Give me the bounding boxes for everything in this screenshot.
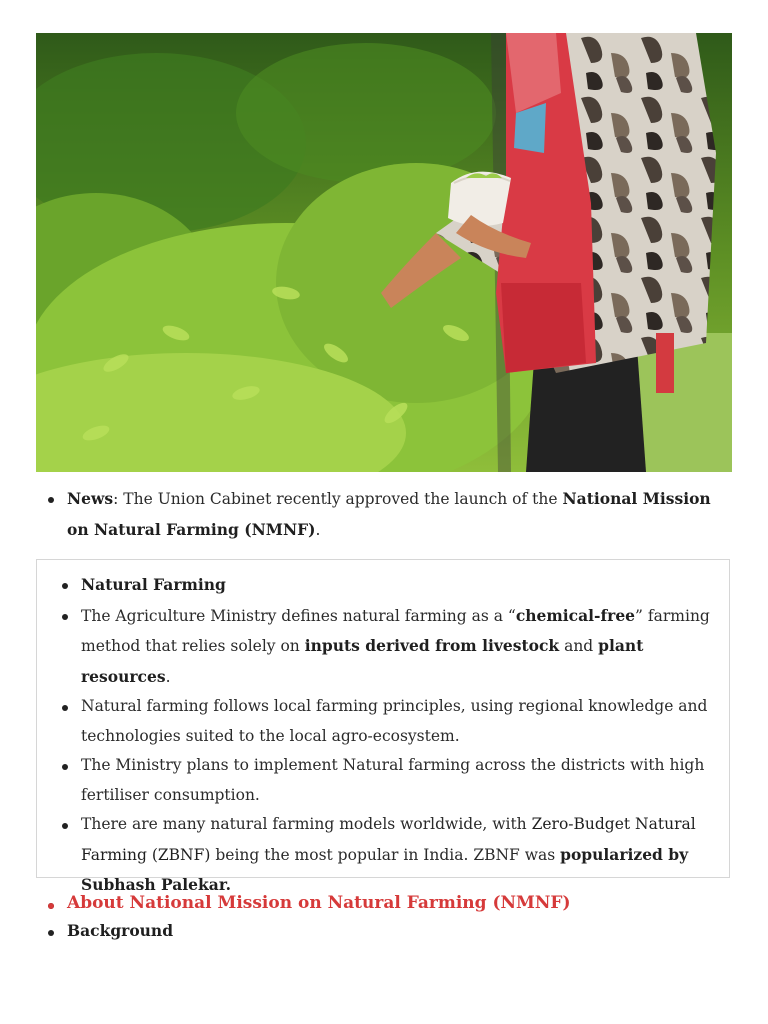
box-item-principles: Natural farming follows local farming principles, using regional knowledge and technologies suited to the local agro-ecosystem. <box>50 692 713 751</box>
news-label: News <box>67 489 114 508</box>
box-item-definition <box>50 601 713 693</box>
item4-text-1: There are many natural farming models worldwide, with <box>81 815 532 833</box>
natural-farming-box <box>36 559 730 894</box>
box-item-models <box>50 810 713 901</box>
box-heading <box>50 570 713 601</box>
news-sep: : <box>113 490 119 508</box>
item1-bold-livestock: inputs derived from livestock <box>304 636 560 655</box>
news-text: The Union Cabinet recently approved the launch of the <box>118 490 563 508</box>
about-nmnf-text[interactable]: About National Mission on Natural Farming (NMNF) <box>67 893 571 913</box>
about-nmnf-link[interactable] <box>36 890 726 917</box>
item1-bold-plant: plant resources <box>81 636 644 686</box>
item1-bold-chemical-free: chemical-free <box>515 605 636 625</box>
item1-text-2: ” farming method that relies solely on <box>81 606 710 655</box>
item1-text-3: and <box>559 637 599 655</box>
news-end: . <box>315 520 321 539</box>
news-item <box>36 484 726 545</box>
background-item <box>36 917 726 945</box>
item4-zbnf: Zero-Budget Natural Farming (ZBNF) <box>81 815 696 864</box>
item1-text-4: . <box>165 667 171 686</box>
item4-text-2: being the most popular in India. ZBNF was <box>210 845 561 864</box>
background-text: Background <box>67 921 174 940</box>
news-highlight: National Mission on Natural Farming (NMNF) <box>67 489 711 539</box>
box-heading-text: Natural Farming <box>81 575 226 594</box>
hero-image <box>36 33 732 472</box>
item4-bold-palekar: popularized by Subhash Palekar. <box>81 844 689 894</box>
item1-text-1: The Agriculture Ministry defines natural farming as a “ <box>81 606 516 625</box>
box-item-ministry-plan: The Ministry plans to implement Natural farming across the districts with high fertiliser consumption. <box>50 751 713 810</box>
